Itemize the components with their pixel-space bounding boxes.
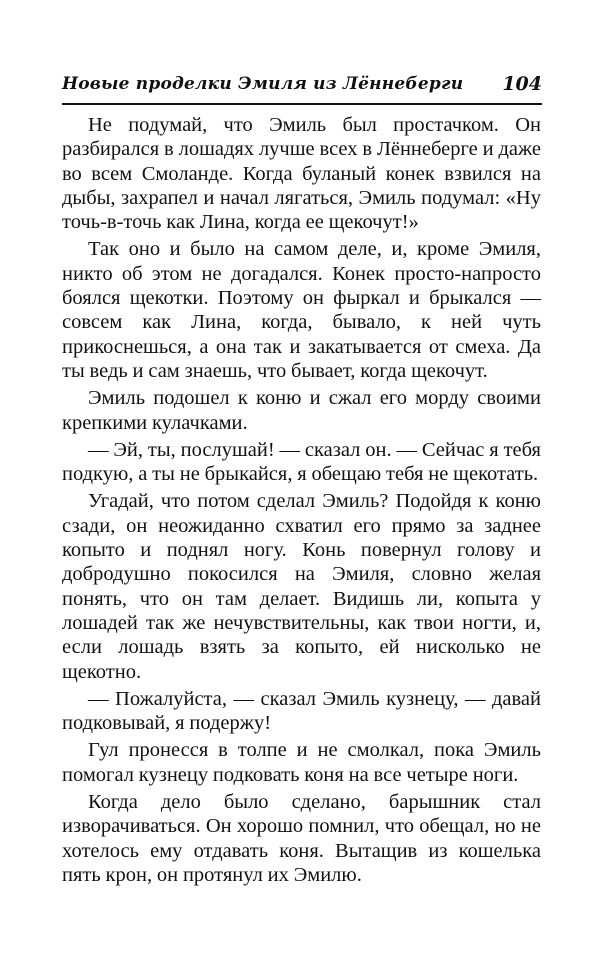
paragraph: — Эй, ты, послушай! — сказал он. — Сейчас я тебя подкую, а ты не брыкайся, я обещаю тебя не щекотать.: [62, 438, 541, 486]
page-number: 104: [502, 73, 542, 95]
header-rule: [62, 103, 542, 105]
paragraph: Эмиль подошел к коню и сжал его морду своими крепкими кулачками.: [62, 387, 541, 434]
paragraph: Когда дело было сделано, барышник стал изворачиваться. Он хорошо помнил, что обещал, но не хотелось ему отдавать коня. Вытащив из кошелька пять крон, он протянул их Эмилю.: [62, 791, 541, 886]
paragraph: Так оно и было на самом деле, и, кроме Эмиля, никто об этом не догадался. Конек просто-напросто боялся щекотки. Поэтому он фыркал и брыкался — совсем как Лина, когда, бывало, к ней чуть прикоснешься, а она так и закатывается от смеха. Да ты ведь и сам знаешь, что бывает, когда щекочут.: [62, 238, 541, 382]
running-title: Новые проделки Эмиля из Лённеберги: [62, 74, 464, 94]
paragraph: Гул пронесся в толпе и не смолкал, пока Эмиль помогал кузнецу подковать коня на все четыре ноги.: [62, 739, 541, 786]
body-text: [62, 113, 541, 890]
paragraph: Угадай, что потом сделал Эмиль? Подойдя к коню сзади, он неожиданно схватил его прямо за заднее копыто и поднял ногу. Конь повернул голову и добродушно покосился на Эмиля, словно желая понять, что он там делает. Видишь ли, копыта у лошадей так же нечувствительны, как твои ногти, и, если лошадь взять за копыто, ей нисколько не щекотно.: [62, 490, 541, 683]
page-header: [62, 74, 542, 104]
paragraph: — Пожалуйста, — сказал Эмиль кузнецу, — давай подковывай, я подержу!: [62, 687, 541, 735]
paragraph: Не подумай, что Эмиль был простачком. Он разбирался в лошадях лучше всех в Лённеберге и даже во всем Смоланде. Когда буланый конек взвился на дыбы, захрапел и начал лягаться, Эмиль подумал: «Ну точь-в-точь как Лина, когда ее щекочут!»: [62, 114, 541, 234]
